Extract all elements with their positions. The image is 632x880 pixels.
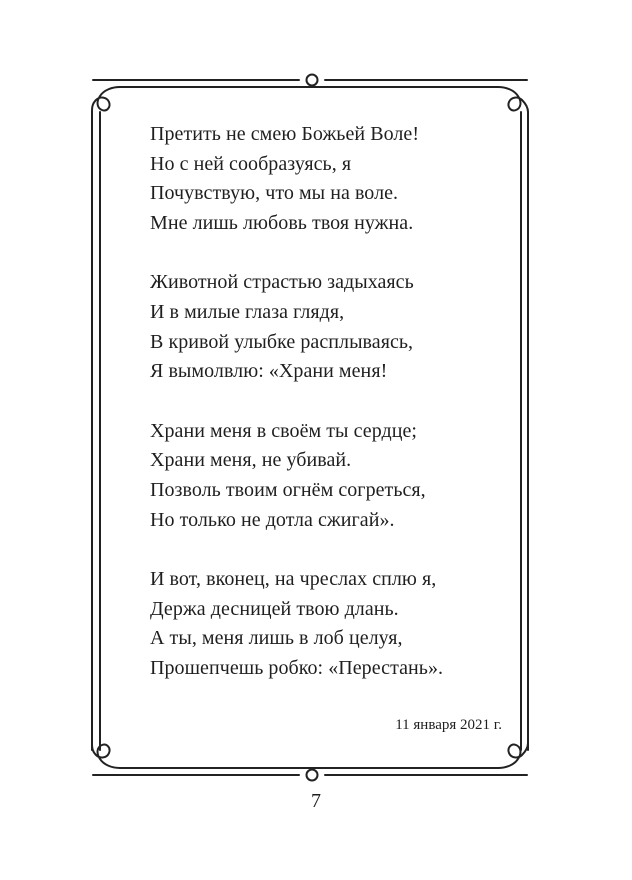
- page-number: 7: [311, 790, 321, 812]
- frame-bottom-right-scroll: [498, 743, 528, 768]
- poem-line: Держа десницей твою длань.: [150, 597, 399, 620]
- frame-top-right-scroll: [498, 87, 528, 112]
- poem-line: Мне лишь любовь твоя нужна.: [150, 211, 414, 234]
- poem-line: Позволь твоим огнём согреться,: [150, 478, 426, 501]
- frame-top-left-scroll: [92, 87, 120, 112]
- frame-bottom-circle: [307, 770, 318, 781]
- stanza-1: [150, 120, 510, 238]
- stanza-4: [150, 565, 510, 683]
- poem-line: И в милые глаза глядя,: [150, 300, 345, 323]
- poem-line: Храни меня в своём ты сердце;: [150, 419, 417, 442]
- poem-line: Претить не смею Божьей Воле!: [150, 123, 420, 145]
- poem-line: Почувствую, что мы на воле.: [150, 182, 399, 205]
- poem-date: 11 января 2021 г.: [395, 717, 502, 733]
- frame-bottom-left-scroll: [92, 743, 120, 768]
- frame-top-circle: [307, 75, 318, 86]
- poem-line: Прошепчешь робко: «Перестань».: [150, 656, 444, 679]
- poem-line: Храни меня, не убивай.: [150, 449, 352, 472]
- poem-line: В кривой улыбке расплываясь,: [150, 330, 414, 353]
- poem: [150, 120, 510, 714]
- poem-line: Животной страстью задыхаясь: [150, 271, 414, 294]
- poem-line: Но с ней сообразуясь, я: [150, 152, 352, 175]
- poem-line: И вот, вконец, на чреслах сплю я,: [150, 568, 437, 591]
- stanza-3: [150, 417, 510, 535]
- stanza-2: [150, 268, 510, 386]
- poem-line: А ты, меня лишь в лоб целуя,: [150, 627, 403, 650]
- poem-line: Я вымолвлю: «Храни меня!: [150, 360, 388, 383]
- poem-line: Но только не дотла сжигай».: [150, 508, 395, 531]
